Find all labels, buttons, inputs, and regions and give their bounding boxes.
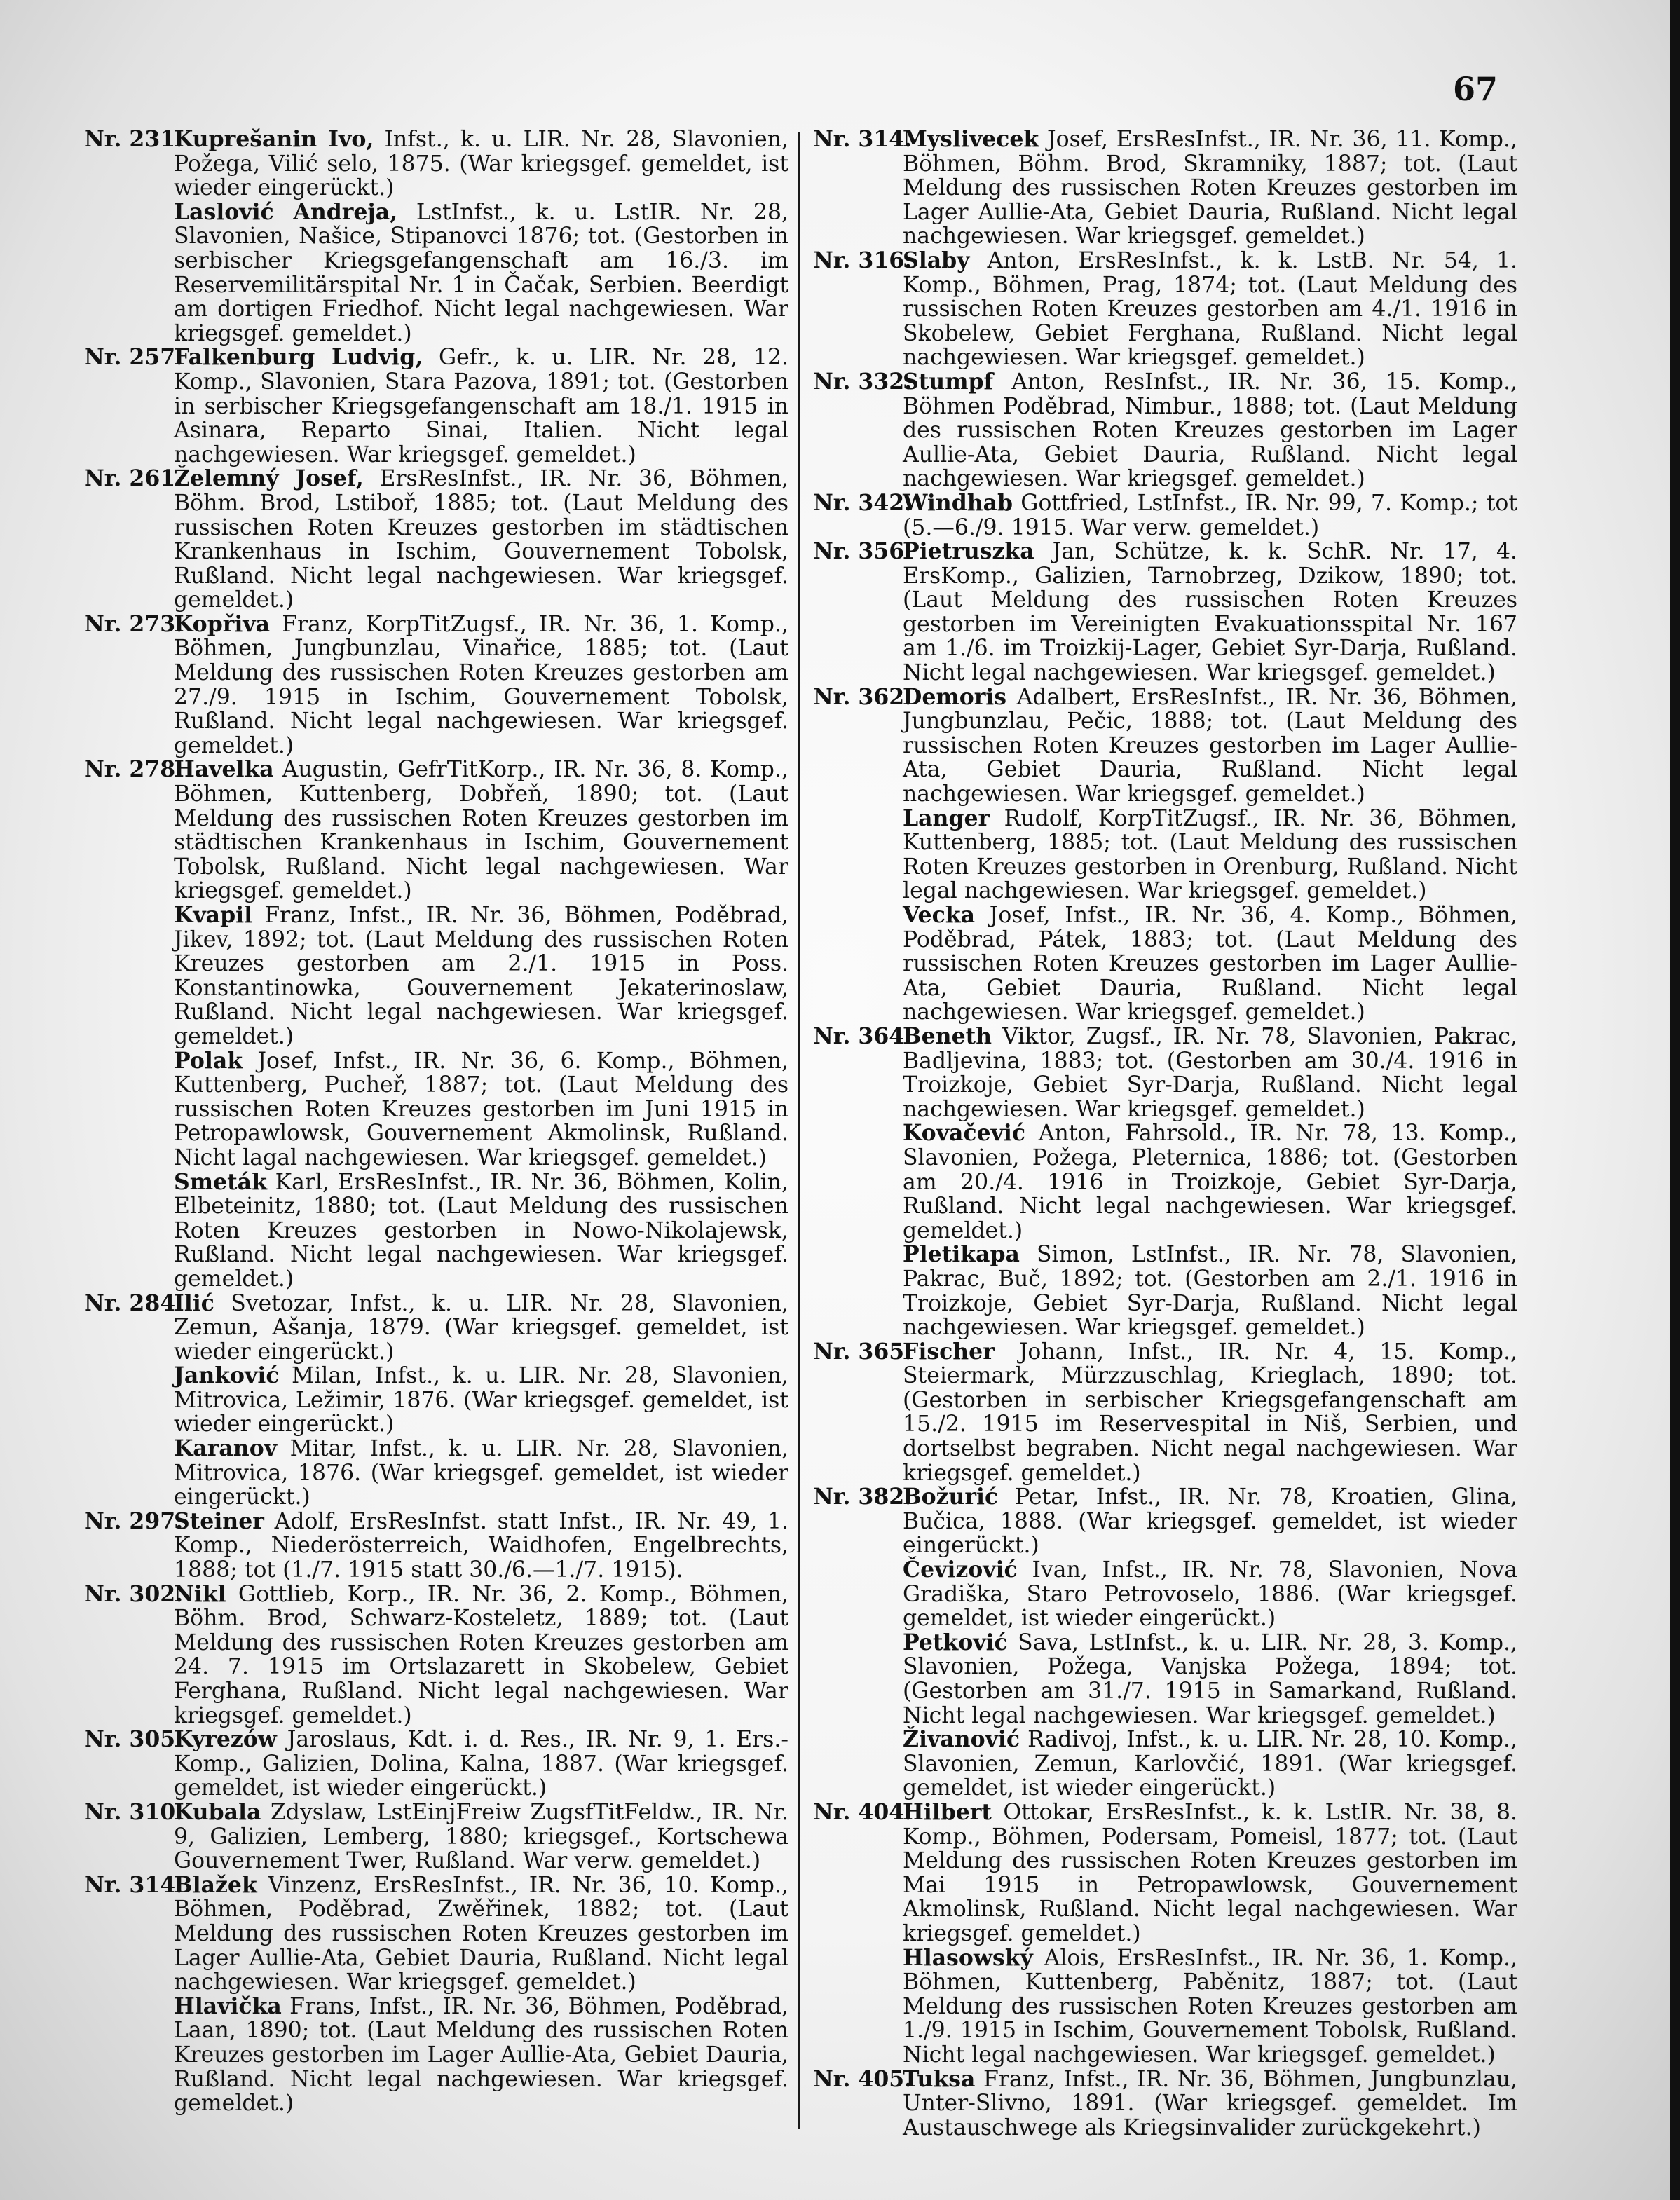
entry-body [903, 685, 1517, 807]
register-entry [813, 1121, 1517, 1243]
entry-body [903, 1243, 1517, 1339]
entry-body [174, 346, 788, 467]
entry-text: Jaroslaus, Kdt. i. d. Res., IR. Nr. 9, 1. Ers.-Komp., Galizien, Dolina, Kalna, 1887. (War kriegsgef. gemeldet, ist wieder eingerückt.) [174, 1727, 788, 1801]
entry-body [903, 1340, 1517, 1486]
person-name: Kyrezów [174, 1726, 277, 1753]
entry-body [174, 1995, 788, 2116]
register-entry [813, 1946, 1517, 2068]
person-name: Hlavička [174, 1993, 282, 2019]
person-name: Hlasowský [903, 1944, 1033, 1971]
entry-body [174, 1364, 788, 1437]
entry-text: Josef, ErsResInfst., IR. Nr. 36, 11. Komp., Böhmen, Böhm. Brod, Skramniky, 1887; tot. (Laut Meldung des russischen Roten Kreuzes gestorben im Lager Aullie-Ata, Gebiet Dauria, Rußland. Nicht legal nachgewiesen. War kriegsgef. gemeldet.) [903, 128, 1517, 250]
entry-body [903, 1558, 1517, 1631]
register-entry [813, 1558, 1517, 1631]
person-name: Živanović [903, 1726, 1020, 1753]
entry-text: LstInfst., k. u. LstIR. Nr. 28, Slavonien, Našice, Stipanovci 1876; tot. (Gestorben in serbischer Kriegsgefangenschaft am 16./3. im Reservemilitärspital Nr. 1 in Čačak, Serbien. Beerdigt am dortigen Friedhof. Nicht legal nachgewiesen. War kriegsgef. gemeldet.) [174, 199, 788, 346]
person-name: Beneth [903, 1023, 992, 1049]
entry-number: Nr. 316. [813, 247, 913, 273]
person-name: Kovačević [903, 1120, 1026, 1147]
entry-text: Viktor, Zugsf., IR. Nr. 78, Slavonien, Pakrac, Badljevina, 1883; tot. (Gestorben am 30./4. 1916 in Troizkoje, Gebiet Syr-Darja, Rußland. Nicht legal nachgewiesen. War kriegsgef. gemeldet.) [903, 1023, 1517, 1122]
entry-text: Svetozar, Infst., k. u. LIR. Nr. 28, Slavonien, Zemun, Ašanja, 1879. (War kriegsgef. gemeldet, ist wieder eingerückt.) [174, 1290, 788, 1365]
right-column [813, 128, 1517, 2174]
entry-number: Nr. 261. [84, 465, 184, 492]
entry-body [903, 1798, 1517, 1946]
person-name: Nikl [174, 1580, 226, 1607]
person-name: Windhab [903, 489, 1013, 516]
entry-body [174, 1170, 788, 1292]
entry-text: Franz, KorpTitZugsf., IR. Nr. 36, 1. Komp., Böhmen, Jungbunzlau, Vinařice, 1885; tot. (Laut Meldung des russischen Roten Kreuzes gestorben am 27./9. 1915 in Ischim, Gouvernement Tobolsk, Rußland. Nicht legal nachgewiesen. War kriegsgef. gemeldet.) [174, 611, 788, 758]
register-entry [84, 1510, 788, 1583]
entry-number: Nr. 405. [813, 2065, 913, 2092]
entry-body [903, 1121, 1517, 1243]
entry-body [174, 903, 788, 1049]
person-name: Kvapil [174, 902, 253, 928]
person-name: Langer [903, 805, 990, 831]
person-name: Havelka [174, 756, 274, 783]
column-divider [798, 132, 800, 2129]
entry-text: Adolf, ErsResInfst. statt Infst., IR. Nr. 49, 1. Komp., Niederösterreich, Waidhofen, Engelbrechts, 1888; tot (1./7. 1915 statt 30./6.—1./7. 1915). [174, 1508, 788, 1583]
entry-number: Nr. 356. [813, 538, 913, 565]
entry-text: Johann, Infst., IR. Nr. 4, 15. Komp., Steiermark, Mürzzuschlag, Krieglach, 1890; tot. (Gestorben in serbischer Kriegsgefangenschaft am 15./2. 1915 im Reservespital in Niš, Serbien, und dortselbst begraben. Nicht negal nachgewiesen. War kriegsgef. gemeldet.) [903, 1339, 1517, 1486]
register-entry [84, 903, 788, 1049]
person-name: Hilbert [903, 1798, 992, 1825]
person-name: Kubala [174, 1798, 261, 1825]
entry-number: Nr. 284. [84, 1290, 184, 1316]
register-entry [84, 1049, 788, 1170]
register-entry [813, 1798, 1517, 1946]
register-entry [813, 540, 1517, 685]
entry-text: Josef, Infst., IR. Nr. 36, 4. Komp., Böhmen, Poděbrad, Pátek, 1883; tot. (Laut Meldung des russischen Roten Kreuzes gestorben im Lager Aullie-Ata, Gebiet Dauria, Rußland. Nicht legal nachgewiesen. War kriegsgef. gemeldet.) [903, 903, 1517, 1025]
register-entry [813, 685, 1517, 807]
register-entry [813, 1340, 1517, 1486]
entry-body [174, 1873, 788, 1995]
entry-text: Simon, LstInfst., IR. Nr. 78, Slavonien, Pakrac, Buč, 1892; tot. (Gestorben am 2./1. 1916 in Troizkoje, Gebiet Syr-Darja, Rußland. Nicht legal nachgewiesen. War kriegsgef. gemeldet.) [903, 1242, 1517, 1341]
register-entry [813, 370, 1517, 491]
register-entry [84, 346, 788, 467]
register-entry [84, 1170, 788, 1292]
entry-body [174, 1798, 788, 1874]
register-entry [813, 1631, 1517, 1728]
person-name: Myslivecek [903, 128, 1039, 152]
register-entry [84, 1437, 788, 1510]
register-entry [813, 491, 1517, 540]
entry-body [174, 1728, 788, 1801]
entry-body [903, 1946, 1517, 2068]
person-name: Kuprešanin Ivo, [174, 128, 374, 152]
register-entry [813, 1025, 1517, 1121]
person-name: Tuksa [903, 2065, 976, 2092]
register-entry [84, 128, 788, 200]
register-entry [813, 249, 1517, 370]
register-entry [84, 1364, 788, 1437]
register-entry [84, 200, 788, 346]
entry-text: Franz, Infst., IR. Nr. 36, Böhmen, Jungbunzlau, Unter-Slivno, 1891. (War kriegsgef. gemeldet. Im Austauschwege als Kriegsinvalider zurückgekehrt.) [903, 2066, 1517, 2140]
entry-number: Nr. 310. [84, 1798, 184, 1825]
entry-text: Rudolf, KorpTitZugsf., IR. Nr. 36, Böhmen, Kuttenberg, 1885; tot. (Laut Meldung des russischen Roten Kreuzes gestorben in Orenburg, Rußland. Nicht legal nachgewiesen. War kriegsgef. gemeldet.) [903, 805, 1517, 904]
person-name: Laslović Andreja, [174, 198, 398, 225]
entry-body [174, 1049, 788, 1170]
entry-body [174, 467, 788, 613]
entry-body [903, 128, 1517, 249]
entry-text: Sava, LstInfst., k. u. LIR. Nr. 28, 3. Komp., Slavonien, Požega, Vanjska Požega, 1894; tot. (Gestorben am 31./7. 1915 in Samarkand, Rußland. Nicht legal nachgewiesen. War kriegsgef. gemeldet.) [903, 1629, 1517, 1728]
entry-text: ErsResInfst., IR. Nr. 36, Böhmen, Böhm. Brod, Lstiboř, 1885; tot. (Laut Meldung des russischen Roten Kreuzes gestorben im städtischen Krankenhaus in Ischim, Gouvernement Tobolsk, Rußland. Nicht legal nachgewiesen. War kriegsgef. gemeldet.) [174, 466, 788, 613]
entry-text: Milan, Infst., k. u. LIR. Nr. 28, Slavonien, Mitrovica, Ležimir, 1876. (War kriegsgef. gemeldet, ist wieder eingerückt.) [174, 1363, 788, 1437]
person-name: Blažek [174, 1871, 257, 1898]
entry-body [903, 903, 1517, 1025]
person-name: Kopřiva [174, 610, 270, 637]
entry-number: Nr. 404. [813, 1798, 913, 1825]
register-entry [84, 1580, 788, 1728]
entry-number: Nr. 297. [84, 1508, 184, 1534]
person-name: Želemný Josef, [174, 465, 364, 492]
entry-text: Zdyslaw, LstEinjFreiw ZugsfTitFeldw., IR. Nr. 9, Galizien, Lemberg, 1880; kriegsgef., Kortschewa Gouvernement Twer, Rußland. War verw. gemeldet.) [174, 1799, 788, 1874]
entry-text: Anton, ResInfst., IR. Nr. 36, 15. Komp., Böhmen Poděbrad, Nimbur., 1888; tot. (Laut Meldung des russischen Roten Kreuzes gestorben im Lager Aullie-Ata, Gebiet Dauria, Rußland. Nicht legal nachgewiesen. War kriegsgef. gemeldet.) [903, 369, 1517, 492]
person-name: Božurić [903, 1484, 999, 1510]
person-name: Demoris [903, 683, 1006, 710]
entry-text: Gottfried, LstInfst., IR. Nr. 99, 7. Komp.; tot (5.—6./9. 1915. War verw. gemeldet.) [903, 490, 1517, 540]
register-entry [84, 1728, 788, 1801]
register-entry [84, 1292, 788, 1365]
entry-number: Nr. 314. [813, 128, 913, 152]
entry-number: Nr. 382. [813, 1484, 913, 1510]
entry-text: Ivan, Infst., IR. Nr. 78, Slavonien, Nova Gradiška, Staro Petrovoselo, 1886. (War kriegsgef. gemeldet, ist wieder eingerückt.) [903, 1557, 1517, 1632]
entry-body [174, 128, 788, 200]
person-name: Smeták [174, 1168, 267, 1195]
register-entry [813, 128, 1517, 249]
register-entry [813, 903, 1517, 1025]
entry-text: Alois, ErsResInfst., IR. Nr. 36, 1. Komp., Böhmen, Kuttenberg, Paběnitz, 1887; tot. (Laut Meldung des russischen Roten Kreuzes gestorben am 1./9. 1915 in Ischim, Gouvernement Tobolsk, Rußland. Nicht legal nachgewiesen. War kriegsgef. gemeldet.) [903, 1945, 1517, 2068]
entry-body [903, 491, 1517, 540]
entry-number: Nr. 362. [813, 683, 913, 710]
entry-body [174, 1580, 788, 1728]
entry-text: Ottokar, ErsResInfst., k. k. LstIR. Nr. 38, 8. Komp., Böhmen, Podersam, Pomeisl, 1877; tot. (Laut Meldung des russischen Roten Kreuzes gestorben im Mai 1915 in Petropawlowsk, Gouvernement Akmolinsk, Rußland. Nicht legal nachgewiesen. War kriegsgef. gemeldet.) [903, 1799, 1517, 1946]
entry-number: Nr. 332. [813, 368, 913, 395]
register-entry [84, 1873, 788, 1995]
register-entry [84, 1798, 788, 1874]
register-entry [84, 758, 788, 903]
entry-number: Nr. 314. [84, 1871, 184, 1898]
entry-text: Anton, ErsResInfst., k. k. LstB. Nr. 54, 1. Komp., Böhmen, Prag, 1874; tot. (Laut Meldung des russischen Roten Kreuzes gestorben am 4./1. 1916 in Skobelew, Gebiet Ferghana, Rußland. Nicht legal nachgewiesen. War kriegsgef. gemeldet.) [903, 247, 1517, 371]
person-name: Polak [174, 1047, 243, 1074]
person-name: Slaby [903, 247, 970, 273]
entry-number: Nr. 302. [84, 1580, 184, 1607]
entry-text: Vinzenz, ErsResInfst., IR. Nr. 36, 10. Komp., Böhmen, Poděbrad, Zwěřinek, 1882; tot. (Laut Meldung des russischen Roten Kreuzes gestorben im Lager Aullie-Ata, Gebiet Dauria, Rußland. Nicht legal nachgewiesen. War kriegsgef. gemeldet.) [174, 1872, 788, 1995]
register-entry [813, 807, 1517, 903]
person-name: Petković [903, 1629, 1008, 1655]
entry-text: Josef, Infst., IR. Nr. 36, 6. Komp., Böhmen, Kuttenberg, Pucheř, 1887; tot. (Laut Meldung des russischen Roten Kreuzes gestorben im Juni 1915 in Petropawlowsk, Gouvernement Akmolinsk, Rußland. Nicht lagal nachgewiesen. War kriegsgef. gemeldet.) [174, 1048, 788, 1170]
entry-body [903, 1025, 1517, 1121]
register-entry [813, 1728, 1517, 1801]
entry-number: Nr. 278. [84, 756, 184, 783]
entry-body [903, 540, 1517, 685]
entry-text: Anton, Fahrsold., IR. Nr. 78, 13. Komp., Slavonien, Požega, Pleternica, 1886; tot. (Gestorben am 20./4. 1916 in Troizkoje, Gebiet Syr-Darja, Rußland. Nicht legal nachgewiesen. War kriegsgef. gemeldet.) [903, 1121, 1517, 1243]
entry-text: Augustin, GefrTitKorp., IR. Nr. 36, 8. Komp., Böhmen, Kuttenberg, Dobřeň, 1890; tot. (Laut Meldung des russischen Roten Kreuzes gestorben im städtischen Krankenhaus in Ischim, Gouvernement Tobolsk, Rußland. Nicht legal nachgewiesen. War kriegsgef. gemeldet.) [174, 757, 788, 904]
entry-text: Gefr., k. u. LIR. Nr. 28, 12. Komp., Slavonien, Stara Pazova, 1891; tot. (Gestorben in serbischer Kriegsgefangenschaft am 18./1. 1915 in Asinara, Reparto Sinai, Italien. Nicht legal nachgewiesen. War kriegsgef. gemeldet.) [174, 345, 788, 467]
entry-number: Nr. 365. [813, 1338, 913, 1365]
entry-text: Mitar, Infst., k. u. LIR. Nr. 28, Slavonien, Mitrovica, 1876. (War kriegsgef. gemeldet, ist wieder eingerückt.) [174, 1436, 788, 1510]
entry-number: Nr. 342. [813, 489, 913, 516]
entry-body [174, 1510, 788, 1583]
page-number: 67 [1452, 70, 1498, 108]
person-name: Stumpf [903, 368, 994, 395]
entry-text: Adalbert, ErsResInfst., IR. Nr. 36, Böhmen, Jungbunzlau, Pečic, 1888; tot. (Laut Meldung des russischen Roten Kreuzes gestorben im Lager Aullie-Ata, Gebiet Dauria, Rußland. Nicht legal nachgewiesen. War kriegsgef. gemeldet.) [903, 684, 1517, 807]
entry-body [174, 200, 788, 346]
entry-text: Radivoj, Infst., k. u. LIR. Nr. 28, 10. Komp., Slavonien, Zemun, Karlovčić, 1891. (War kriegsgef. gemeldet, ist wieder eingerückt.) [903, 1727, 1517, 1801]
entry-number: Nr. 257. [84, 344, 184, 371]
entry-body [174, 758, 788, 903]
person-name: Fischer [903, 1338, 995, 1365]
entry-body [903, 1485, 1517, 1558]
entry-number: Nr. 273. [84, 610, 184, 637]
left-column [84, 128, 788, 2174]
entry-body [174, 610, 788, 758]
entry-number: Nr. 364. [813, 1023, 913, 1049]
person-name: Vecka [903, 902, 976, 928]
entry-text: Petar, Infst., IR. Nr. 78, Kroatien, Glina, Bučica, 1888. (War kriegsgef. gemeldet, ist wieder eingerückt.) [903, 1484, 1517, 1559]
person-name: Ilić [174, 1290, 214, 1316]
register-entry [813, 2065, 1517, 2140]
entry-body [903, 370, 1517, 491]
entry-body [903, 1728, 1517, 1801]
person-name: Janković [174, 1362, 280, 1389]
person-name: Pietruszka [903, 538, 1034, 565]
register-entry [84, 610, 788, 758]
entry-number: Nr. 305. [84, 1726, 184, 1753]
person-name: Falkenburg Ludvig, [174, 344, 423, 371]
register-entry [813, 1485, 1517, 1558]
person-name: Čevizović [903, 1557, 1018, 1583]
entry-text: Karl, ErsResInfst., IR. Nr. 36, Böhmen, Kolin, Elbeteinitz, 1880; tot. (Laut Meldung des russischen Roten Kreuzes gestorben in Nowo-Nikolajewsk, Rußland. Nicht legal nachgewiesen. War kriegsgef. gemeldet.) [174, 1169, 788, 1292]
entry-body [903, 2065, 1517, 2140]
entry-body [903, 249, 1517, 370]
entry-text: Infst., k. u. LIR. Nr. 28, Slavonien, Požega, Vilić selo, 1875. (War kriegsgef. gemeldet, ist wieder eingerückt.) [174, 128, 788, 201]
entry-number: Nr. 231. [84, 128, 184, 152]
entry-body [903, 807, 1517, 903]
person-name: Steiner [174, 1508, 264, 1534]
register-entry [84, 1995, 788, 2116]
entry-text: Jan, Schütze, k. k. SchR. Nr. 17, 4. ErsKomp., Galizien, Tarnobrzeg, Dzikow, 1890; tot. (Laut Meldung des russischen Roten Kreuzes gestorben im Vereinigten Evakuationsspital Nr. 167 am 1./6. im Troizkij-Lager, Gebiet Syr-Darja, Rußland. Nicht legal nachgewiesen. War kriegsgef. gemeldet.) [903, 539, 1517, 686]
entry-body [174, 1437, 788, 1510]
entry-text: Frans, Infst., IR. Nr. 36, Böhmen, Poděbrad, Laan, 1890; tot. (Laut Meldung des russischen Roten Kreuzes gestorben im Lager Aullie-Ata, Gebiet Dauria, Rußland. Nicht legal nachgewiesen. War kriegsgef. gemeldet.) [174, 1993, 788, 2117]
page-edge [1670, 0, 1680, 2200]
person-name: Pletikapa [903, 1241, 1020, 1268]
register-entry [84, 467, 788, 613]
register-entry [813, 1243, 1517, 1339]
entry-text: Gottlieb, Korp., IR. Nr. 36, 2. Komp., Böhmen, Böhm. Brod, Schwarz-Kosteletz, 1889; tot. (Laut Meldung des russischen Roten Kreuzes gestorben am 24. 7. 1915 im Ortslazarett in Skobelew, Gebiet Ferghana, Rußland. Nicht legal nachgewiesen. War kriegsgef. gemeldet.) [174, 1581, 788, 1728]
entry-text: Franz, Infst., IR. Nr. 36, Böhmen, Poděbrad, Jikev, 1892; tot. (Laut Meldung des russischen Roten Kreuzes gestorben am 2./1. 1915 in Poss. Konstantinowka, Gouvernement Jekaterinoslaw, Rußland. Nicht legal nachgewiesen. War kriegsgef. gemeldet.) [174, 903, 788, 1049]
person-name: Karanov [174, 1435, 278, 1462]
entry-body [903, 1631, 1517, 1728]
entry-body [174, 1292, 788, 1365]
